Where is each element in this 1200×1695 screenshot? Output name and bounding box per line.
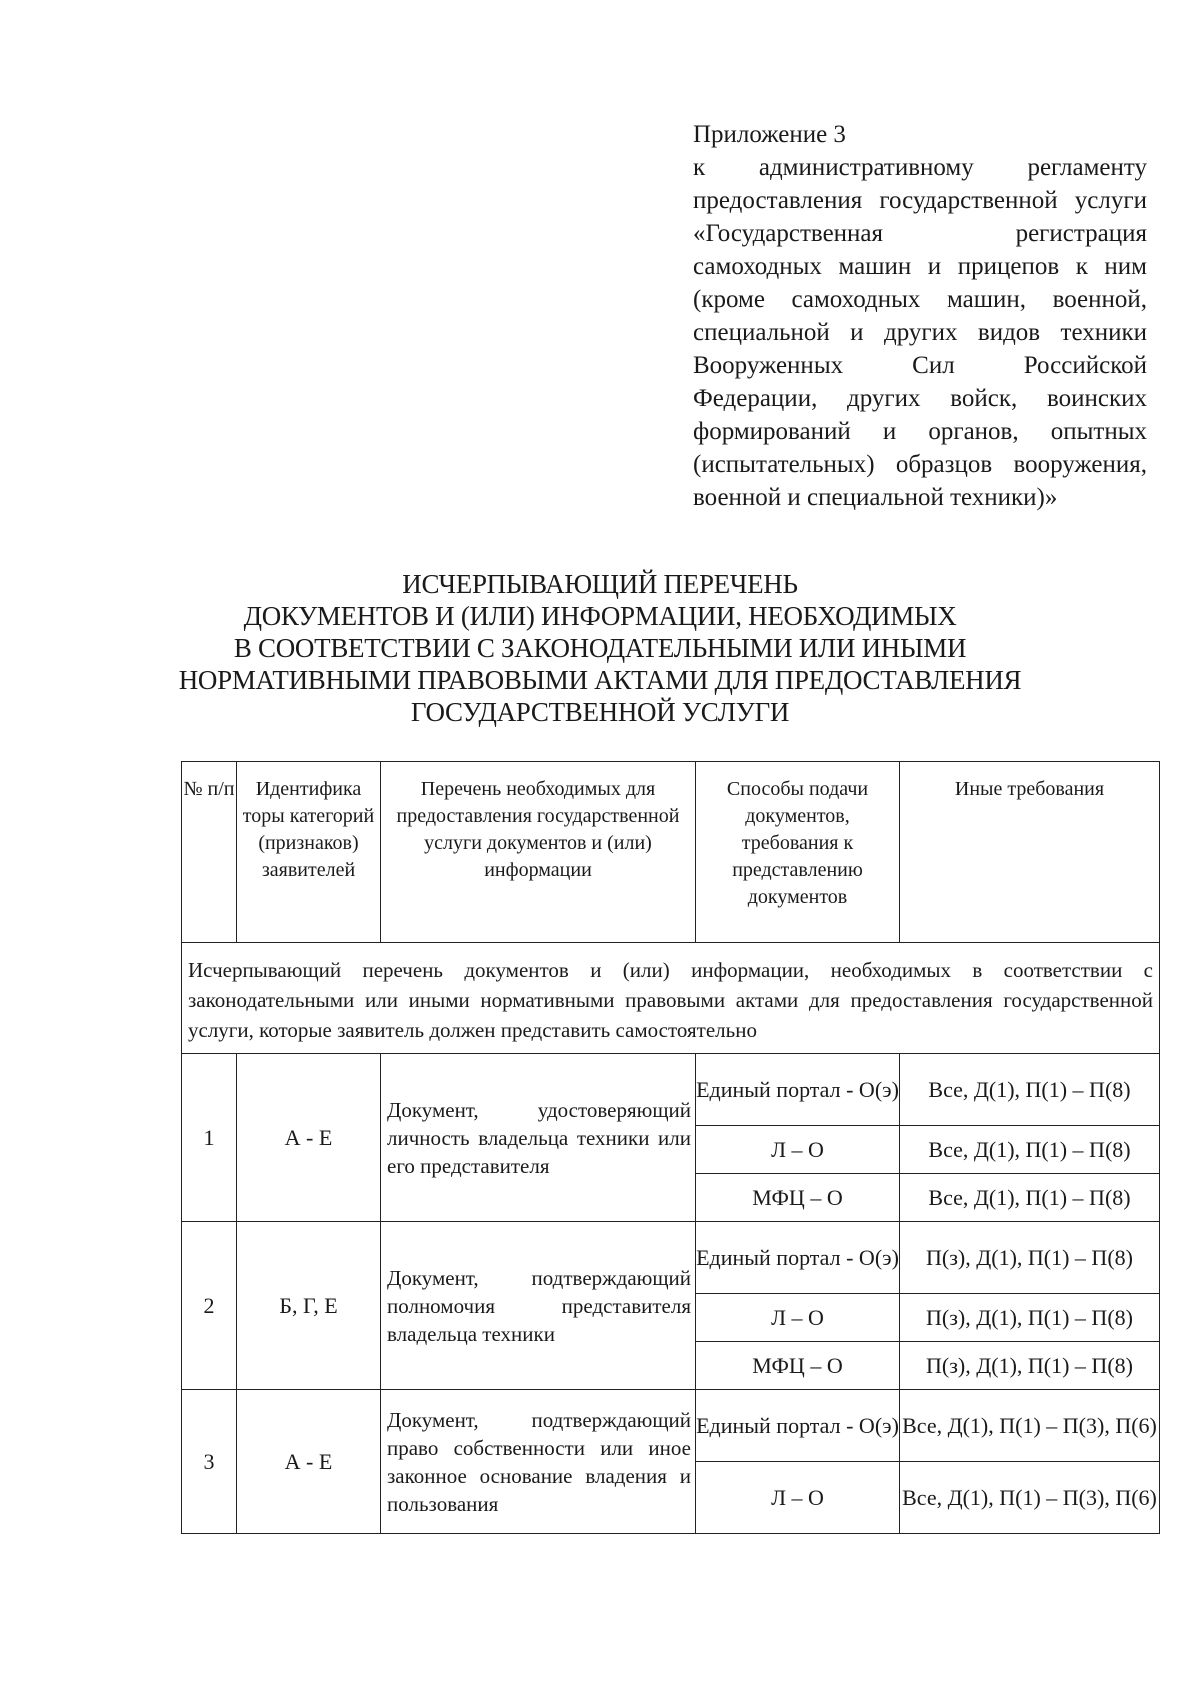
header-num: № п/п	[182, 762, 237, 943]
row-requirement: П(з), Д(1), П(1) – П(8)	[900, 1222, 1160, 1294]
row-requirement: Все, Д(1), П(1) – П(3), П(6)	[900, 1462, 1160, 1534]
table-row	[182, 1390, 1160, 1462]
appendix-title: Приложение 3	[693, 121, 846, 148]
heading-line: ГОСУДАРСТВЕННОЙ УСЛУГИ	[410, 697, 790, 727]
row-method: Л – О	[696, 1294, 900, 1342]
appendix-text: к административному регламенту предоставления государственной услуги «Государственная регистрация самоходных машин и прицепов к ним (кроме самоходных машин, военной, специальной и других видов техники Вооруженных Сил Российской Федерации, других войск, воинских формирований и органов, опытных (испытательных) образцов вооружения, военной и специальной техники)»	[693, 154, 1147, 511]
row-method: Единый портал - О(э)	[696, 1054, 900, 1126]
heading-line: ДОКУМЕНТОВ И (ИЛИ) ИНФОРМАЦИИ, НЕОБХОДИМЫХ	[243, 601, 957, 631]
row-identifiers: Б, Г, Е	[237, 1222, 381, 1390]
row-number: 3	[182, 1390, 237, 1534]
row-method: Единый портал - О(э)	[696, 1222, 900, 1294]
section-row	[182, 943, 1160, 1054]
table-header-row	[182, 762, 1160, 943]
header-identifiers: Идентифика торы категорий (признаков) заявителей	[237, 762, 381, 943]
row-document: Документ, подтверждающий полномочия представителя владельца техники	[381, 1222, 696, 1390]
heading-line: ИСЧЕРПЫВАЮЩИЙ ПЕРЕЧЕНЬ	[402, 569, 798, 599]
row-requirement: Все, Д(1), П(1) – П(8)	[900, 1054, 1160, 1126]
row-method: МФЦ – О	[696, 1174, 900, 1222]
header-other-requirements: Иные требования	[900, 762, 1160, 943]
documents-table	[181, 761, 1160, 1534]
row-method: МФЦ – О	[696, 1342, 900, 1390]
heading-line: В СООТВЕТСТВИИ С ЗАКОНОДАТЕЛЬНЫМИ ИЛИ ИНЫМИ	[233, 633, 967, 663]
header-documents: Перечень необходимых для предоставления государственной услуги документов и (или) информации	[381, 762, 696, 943]
row-method: Единый портал - О(э)	[696, 1390, 900, 1462]
row-method: Л – О	[696, 1126, 900, 1174]
table-row	[182, 1054, 1160, 1126]
heading-line: НОРМАТИВНЫМИ ПРАВОВЫМИ АКТАМИ ДЛЯ ПРЕДОСТАВЛЕНИЯ	[178, 665, 1022, 695]
row-number: 1	[182, 1054, 237, 1222]
row-document: Документ, подтверждающий право собственности или иное законное основание владения и пользования	[381, 1390, 696, 1534]
row-requirement: Все, Д(1), П(1) – П(8)	[900, 1174, 1160, 1222]
row-requirement: П(з), Д(1), П(1) – П(8)	[900, 1342, 1160, 1390]
row-method: Л – О	[696, 1462, 900, 1534]
row-requirement: Все, Д(1), П(1) – П(8)	[900, 1126, 1160, 1174]
row-identifiers: А - Е	[237, 1390, 381, 1534]
header-methods: Способы подачи документов, требования к представлению документов	[696, 762, 900, 943]
row-number: 2	[182, 1222, 237, 1390]
section-title: Исчерпывающий перечень документов и (или) информации, необходимых в соответствии с законодательными или иными нормативными правовыми актами для предоставления государственной услуги, которые заявитель должен представить самостоятельно	[182, 943, 1160, 1054]
row-identifiers: А - Е	[237, 1054, 381, 1222]
row-requirement: Все, Д(1), П(1) – П(3), П(6)	[900, 1390, 1160, 1462]
row-document: Документ, удостоверяющий личность владельца техники или его представителя	[381, 1054, 696, 1222]
document-heading	[150, 568, 1050, 728]
table-row	[182, 1222, 1160, 1294]
appendix-block	[693, 118, 1147, 514]
row-requirement: П(з), Д(1), П(1) – П(8)	[900, 1294, 1160, 1342]
